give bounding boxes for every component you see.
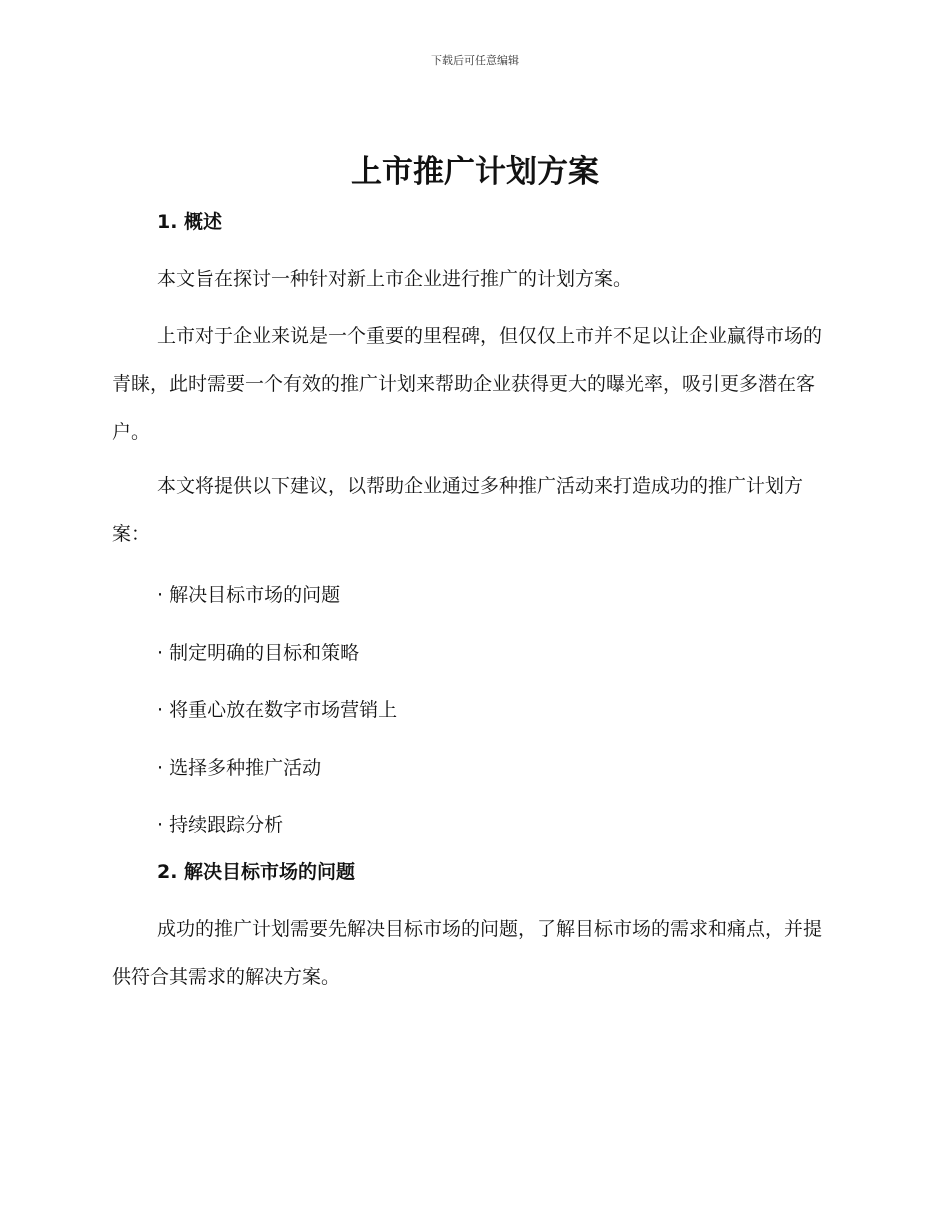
- document-title: 上市推广计划方案: [351, 154, 599, 190]
- list-item: · 将重心放在数字市场营销上: [157, 699, 398, 721]
- list-item: · 选择多种推广活动: [157, 756, 322, 779]
- suggestion-list: [157, 567, 397, 855]
- paragraph-target-market: 成功的推广计划需要先解决目标市场的问题，了解目标市场的需求和痛点，并提供符合其需求的解决方案。: [112, 918, 823, 988]
- section-heading-target-market: 2. 解决目标市场的问题: [157, 861, 356, 883]
- header-note: 下载后可任意编辑: [431, 54, 519, 67]
- list-item: · 解决目标市场的问题: [157, 584, 341, 606]
- section-heading-overview: 1. 概述: [157, 211, 223, 233]
- paragraph-milestone: 上市对于企业来说是一个重要的里程碑，但仅仅上市并不足以让企业赢得市场的青睐，此时需要一个有效的推广计划来帮助企业获得更大的曝光率，吸引更多潜在客户。: [112, 325, 823, 443]
- paragraph-suggestions: 本文将提供以下建议，以帮助企业通过多种推广活动来打造成功的推广计划方案：: [112, 475, 804, 545]
- list-item: · 制定明确的目标和策略: [157, 641, 360, 664]
- paragraph-intro: 本文旨在探讨一种针对新上市企业进行推广的计划方案。: [157, 268, 633, 290]
- list-item: · 持续跟踪分析: [157, 814, 284, 836]
